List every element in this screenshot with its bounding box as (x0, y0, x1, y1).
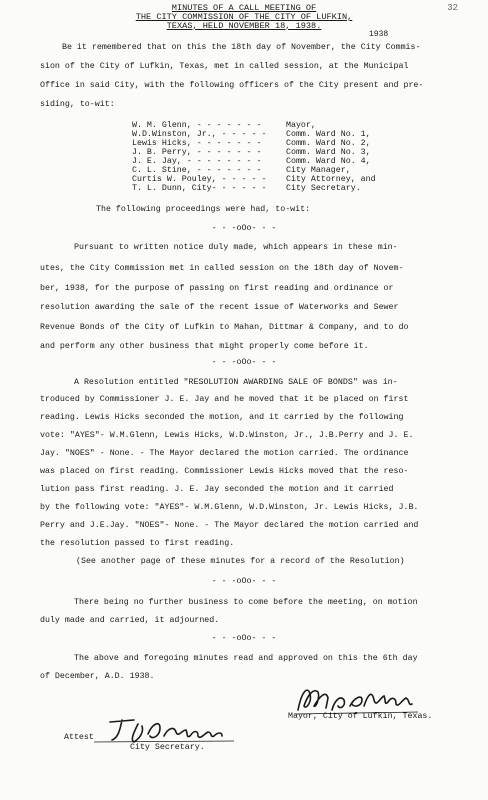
para2-line-4: vote: "AYES"- W.M.Glenn, Lewis Hicks, W.D.Winston, Jr., J.B.Perry and J. E. (40, 431, 414, 440)
officer-name: W.D.Winston, Jr., - - - - - (132, 130, 267, 139)
para1-line-6: and perform any other business that might properly come before it. (40, 342, 369, 351)
attest-label: Attest (64, 733, 94, 742)
intro-line-1: Be it remembered that on this the 18th day of November, the City Commis- (62, 43, 421, 52)
see-note: (See another page of these minutes for a record of the Resolution) (76, 557, 405, 566)
officer-title: City Manager, (286, 166, 351, 175)
officer-title: Comm. Ward No. 3, (286, 148, 371, 157)
officer-title: Comm. Ward No. 1, (286, 130, 371, 139)
para2-line-5: Jay. "NOES" - None. - The Mayor declared the motion carried. The ordinance (40, 449, 409, 458)
para3-line-1: There being no further business to come before the meeting, on motion (74, 598, 418, 607)
officer-name: Curtis W. Pouley, - - - - - (132, 175, 267, 184)
approval-line-1: The above and foregoing minutes read and approved on this the 6th day (74, 654, 418, 663)
officer-title: City Secretary. (286, 184, 361, 193)
officer-name: J. E. Jay, - - - - - - - - (132, 157, 262, 166)
officer-name: J. B. Perry, - - - - - - - (132, 148, 262, 157)
separator: - - -oOo- - - (211, 577, 277, 586)
officer-name: W. M. Glenn, - - - - - - - (132, 121, 262, 130)
header-line-3: TEXAS, HELD NOVEMBER 18, 1938. (166, 21, 322, 31)
approval-line-2: of December, A.D. 1938. (40, 672, 155, 681)
officer-name: T. L. Dunn, City- - - - - - (132, 184, 267, 193)
intro-line-2: sion of the City of Lufkin, Texas, met in called session, at the Municipal (40, 62, 409, 71)
para2-line-7: lution pass first reading. J. E. Jay seconded the motion and it carried (40, 485, 394, 494)
separator: - - -oOo- - - (211, 358, 277, 367)
header-line-1: MINUTES OF A CALL MEETING OF (171, 3, 317, 13)
para1-line-5: Revenue Bonds of the City of Lufkin to Mahan, Dittmar & Company, and to do (40, 323, 409, 332)
mayor-caption: Mayor, City of Lufkin, Texas. (288, 712, 433, 721)
para2-line-9: Perry and J.E.Jay. "NOES"- None. - The Mayor declared the motion carried and (40, 521, 419, 530)
para2-line-8: by the following vote: "AYES"- W.M.Glenn, W.D.Winston, Jr. Lewis Hicks, J.B. (40, 503, 419, 512)
para3-line-2: duly made and carried, it adjourned. (40, 616, 220, 625)
para2-line-6: was placed on first reading. Commissioner Lewis Hicks moved that the reso- (40, 467, 409, 476)
officer-name: C. L. Stine, - - - - - - - (132, 166, 262, 175)
para2-line-3: reading. Lewis Hicks seconded the motion, and it carried by the following (40, 413, 404, 422)
secretary-caption: City Secretary. (130, 743, 205, 752)
year-correction: 1938 (369, 30, 389, 39)
para2-line-2: troduced by Commissioner J. E. Jay and he moved that it be placed on first (40, 395, 409, 404)
header-line-2: THE CITY COMMISSION OF THE CITY OF LUFKIN, (135, 12, 353, 22)
separator: - - -oOo- - - (211, 224, 277, 233)
officer-title: Mayor, (286, 121, 316, 130)
officer-title: Comm. Ward No. 4, (286, 157, 371, 166)
para1-line-1: Pursuant to written notice duly made, which appears in these min- (74, 243, 398, 252)
para1-line-4: resolution awarding the sale of the recent issue of Waterworks and Sewer (40, 303, 399, 312)
proceedings-intro: The following proceedings were had, to-wit: (96, 205, 311, 214)
intro-line-4: siding, to-wit: (40, 100, 115, 109)
intro-line-3: Office in said City, with the following officers of the City present and pre- (40, 81, 424, 90)
para1-line-3: ber, 1938, for the purpose of passing on first reading and ordinance or (40, 284, 394, 293)
officer-title: Comm. Ward No. 2, (286, 139, 371, 148)
para2-line-10: the resolution passed to first reading. (40, 539, 235, 548)
officer-name: Lewis Hicks, - - - - - - - (132, 139, 262, 148)
separator: - - -oOo- - - (211, 634, 277, 643)
corner-mark: 32 (447, 3, 458, 13)
para2-line-1: A Resolution entitled "RESOLUTION AWARDING SALE OF BONDS" was in- (74, 378, 398, 387)
para1-line-2: utes, the City Commission met in called session on the 18th day of Novem- (40, 264, 404, 273)
officer-title: City Attorney, and (286, 175, 376, 184)
